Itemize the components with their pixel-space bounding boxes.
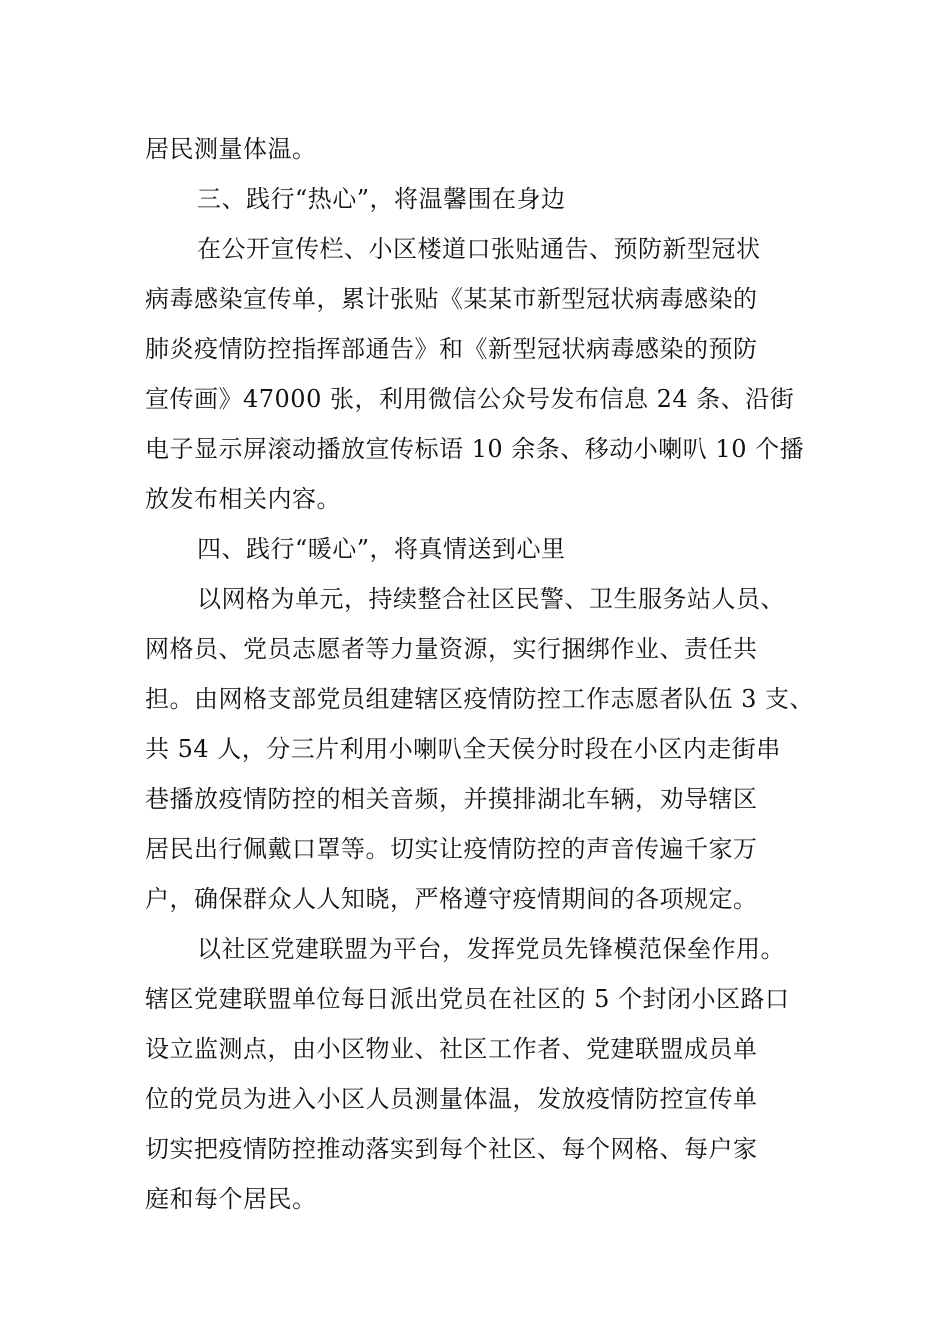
text-line: 放发布相关内容。	[145, 485, 341, 513]
text-line: 居民出行佩戴口罩等。切实让疫情防控的声音传遍千家万	[145, 835, 758, 863]
text-line: 共 54 人，分三片利用小喇叭全天侯分时段在小区内走街串	[145, 735, 781, 763]
text-line: 病毒感染宣传单，累计张贴《某某市新型冠状病毒感染的	[145, 285, 758, 313]
text-line: 位的党员为进入小区人员测量体温，发放疫情防控宣传单	[145, 1085, 758, 1113]
text-line: 肺炎疫情防控指挥部通告》和《新型冠状病毒感染的预防	[145, 335, 758, 363]
text-line: 担。由网格支部党员组建辖区疫情防控工作志愿者队伍 3 支、	[145, 685, 815, 713]
text-line: 以网格为单元，持续整合社区民警、卫生服务站人员、	[197, 585, 785, 613]
section-heading-3: 三、践行“热心”，将温馨围在身边	[197, 185, 566, 213]
text-line: 户，确保群众人人知晓，严格遵守疫情期间的各项规定。	[145, 885, 758, 913]
text-line: 在公开宣传栏、小区楼道口张贴通告、预防新型冠状	[197, 235, 761, 263]
text-line: 以社区党建联盟为平台，发挥党员先锋模范保垒作用。	[197, 935, 785, 963]
text-line: 居民测量体温。	[145, 135, 317, 163]
text-line: 庭和每个居民。	[145, 1185, 317, 1213]
text-line: 设立监测点，由小区物业、社区工作者、党建联盟成员单	[145, 1035, 758, 1063]
text-line: 巷播放疫情防控的相关音频，并摸排湖北车辆，劝导辖区	[145, 785, 758, 813]
text-line: 切实把疫情防控推动落实到每个社区、每个网格、每户家	[145, 1135, 758, 1163]
document-body	[145, 124, 825, 1224]
text-line: 网格员、党员志愿者等力量资源，实行捆绑作业、责任共	[145, 635, 758, 663]
text-line: 宣传画》47000 张，利用微信公众号发布信息 24 条、沿街	[145, 385, 795, 413]
text-line: 辖区党建联盟单位每日派出党员在社区的 5 个封闭小区路口	[145, 985, 790, 1013]
text-line: 电子显示屏滚动播放宣传标语 10 余条、移动小喇叭 10 个播	[145, 435, 805, 463]
section-heading-4: 四、践行“暖心”，将真情送到心里	[197, 535, 566, 563]
